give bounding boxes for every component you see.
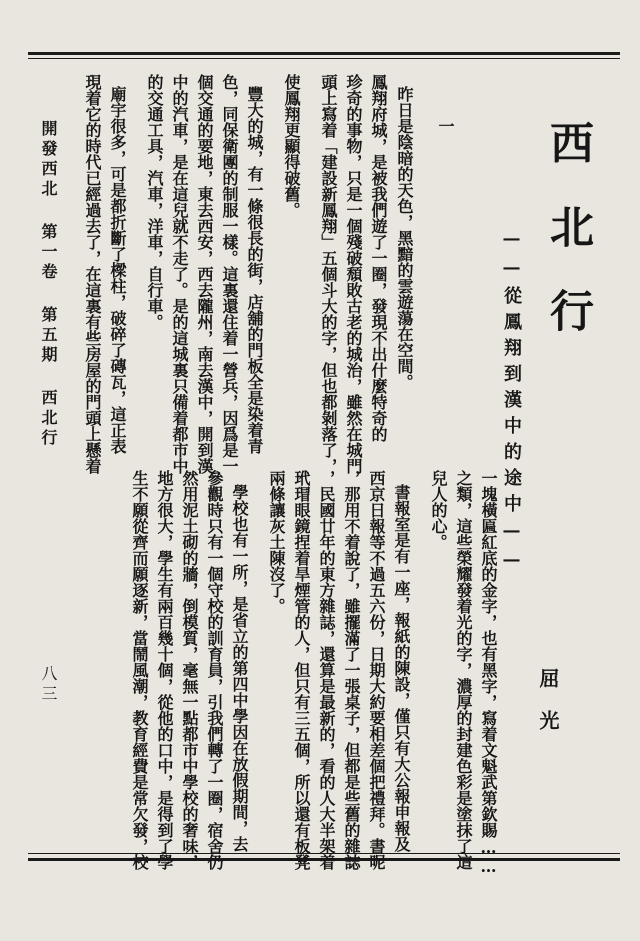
lower-column: 一塊橫匾紅底的金字，也有黑字，寫着文魁武第欽賜…… <box>479 470 498 876</box>
lower-column: 地方很大，學生有兩百幾十個，從他的口中，是得到了學 <box>155 470 174 870</box>
lower-column: 玳瑁眼鏡捏着旱煙管的人，但只有三五個，所以還有板凳 <box>292 470 311 870</box>
page-number: 八三 <box>39 665 58 705</box>
lower-column: 之類，這些榮耀發着光的字，濃厚的封建色彩是塗抹了這 <box>454 470 473 870</box>
upper-column: 個交通的要地，東去西安，西去隴州，南去漢中，開到漢 <box>195 74 214 474</box>
upper-column: 豐大的城，有一條很長的街，店舖的門板全是染着青 <box>245 86 264 454</box>
top-border-thin <box>28 58 620 59</box>
upper-column: 珍奇的事物，只是一個殘破頹敗古老的城治，雖然在城門 <box>344 74 363 474</box>
upper-column: 頭上寫着「建設新鳳翔」五個斗大的字，但也都剝落了， <box>319 74 338 474</box>
upper-column: 的交通工具，汽車，洋車，自行車。 <box>145 74 164 330</box>
lower-column: 兒人的心。 <box>429 470 448 550</box>
upper-column: 中的汽車，是在這兒就不走了。是的這城裏只備着都市中 <box>170 74 189 474</box>
lower-column: 書報室是有一座，報紙的陳設，僅只有大公報申報及 <box>392 484 411 852</box>
author-name: 屈光 <box>536 668 560 752</box>
upper-column: 鳳翔府城，是被我們遊了一圈，發現不出什麼特奇的 <box>369 74 388 442</box>
lower-column: 生不願從齊而願逐新，當鬧風潮，教育經費是常欠發，校 <box>130 470 149 870</box>
upper-column: 色，同保衛團的制服一樣。這裏還住着一營兵，因爲是一 <box>220 74 239 474</box>
lower-column: ，民國廿年的東方雜誌，還算是最新的，看的人大半架着 <box>317 470 336 870</box>
upper-column: 使鳳翔更顯得破舊。 <box>282 74 301 218</box>
upper-column: 廟宇很多，可是都折斷了樑柱，破碎了磚瓦，這正表 <box>108 86 127 454</box>
lower-column: ，那用不着說了，雖擺滿了一張桌子，但都是些舊的雜誌 <box>342 470 361 870</box>
section-number: 一 <box>436 118 455 134</box>
upper-column: 現着它的時代已經過去了，在這裏有些房屋的門頭上懸着 <box>83 74 102 474</box>
upper-column: 昨日是陰暗的天色，黑黯的雲遊蕩在空間。 <box>395 86 414 390</box>
lower-column: 兩條讓灰土陳沒了。 <box>267 470 286 614</box>
article-subtitle: ——從鳳翔到漢中的途中—— <box>501 228 522 578</box>
running-footer: 開發西北 第一卷 第五期 西北行 <box>39 120 58 449</box>
article-title: 西北行 <box>542 120 593 372</box>
lower-column: 西京日報等不過五六份，日期大約要相差個把禮拜。書呢 <box>367 470 386 870</box>
top-border <box>28 52 620 55</box>
lower-column: 然用泥土砌的牆，倒模質，毫無一點都市中學校的奢味， <box>180 470 199 870</box>
lower-column: 學校也有一所，是省立的第四中學因在放假期間，去 <box>230 484 249 852</box>
lower-column: 參觀時只有一個守校的訓育員，引我們轉了一圈，宿舍仍 <box>205 470 224 870</box>
